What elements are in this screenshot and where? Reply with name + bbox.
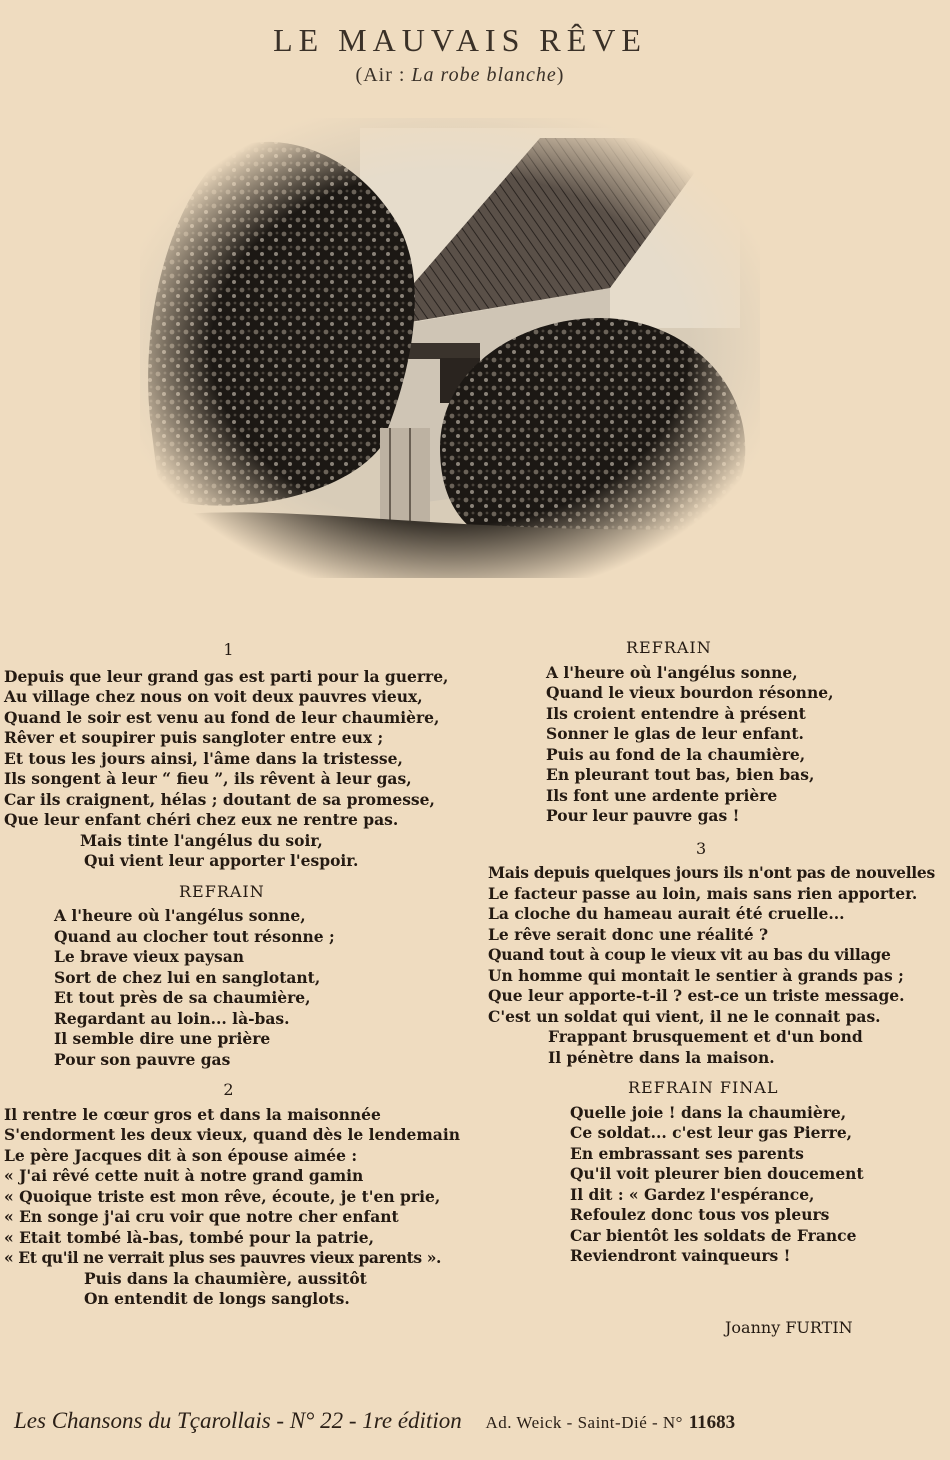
refrain-line: Ils croient entendre à présent (546, 703, 806, 723)
final-refrain-line: En embrassant ses parents (570, 1143, 804, 1163)
verse-1-line: Car ils craignent, hélas ; doutant de sa promesse, (4, 789, 435, 809)
refrain-line: Sonner le glas de leur enfant. (546, 724, 804, 743)
verse-3-line: Il pénètre dans la maison. (548, 1047, 775, 1067)
air-prefix: (Air : (355, 64, 406, 86)
refrain-heading: REFRAIN (626, 638, 712, 657)
verse-1-line: Rêver et soupirer puis sangloter entre eux ; (4, 728, 384, 747)
refrain-line: Il semble dire une prière (54, 1029, 271, 1048)
air-suffix: ) (556, 64, 565, 86)
footer (14, 1408, 934, 1434)
verse-3-line: La cloche du hameau aurait été cruelle... (488, 904, 845, 923)
final-refrain-line: Refoulez donc tous vos pleurs (570, 1205, 830, 1224)
air-line (0, 64, 920, 87)
verse-1-line: Depuis que leur grand gas est parti pour la guerre, (4, 666, 449, 686)
final-refrain-heading: REFRAIN FINAL (628, 1078, 779, 1097)
refrain-line: Ils font une ardente prière (546, 785, 778, 805)
verse-2-line: Le père Jacques dit à son épouse aimée : (4, 1145, 358, 1165)
refrain-line: Pour leur pauvre gas ! (546, 806, 740, 825)
final-refrain-line: Reviendront vainqueurs ! (570, 1246, 791, 1265)
verse-2-line: « Quoique triste est mon rêve, écoute, je t'en prie, (4, 1186, 441, 1206)
refrain-line: A l'heure où l'angélus sonne, (546, 662, 798, 682)
verse-1-line: Et tous les jours ainsi, l'âme dans la tristesse, (4, 748, 403, 768)
verse-3-number: 3 (696, 838, 708, 858)
verse-2-line: On entendit de longs sanglots. (84, 1289, 350, 1308)
final-refrain-line: Il dit : « Gardez l'espérance, (570, 1184, 815, 1204)
left-column (4, 640, 460, 1310)
verse-2-line: « Et qu'il ne verrait plus ses pauvres vieux parents ». (4, 1248, 442, 1267)
final-refrain-line: Ce soldat... c'est leur gas Pierre, (570, 1123, 853, 1142)
refrain-line: En pleurant tout bas, bien bas, (546, 765, 815, 784)
verse-1-number: 1 (223, 640, 235, 659)
verse-3-line: Frappant brusquement et d'un bond (548, 1027, 863, 1046)
series-label: Les Chansons du Tçarollais - N° 22 - 1re édition (14, 1408, 462, 1433)
refrain-line: A l'heure où l'angélus sonne, (54, 906, 306, 925)
cottage-illustration (140, 118, 760, 578)
refrain-heading: REFRAIN (179, 881, 265, 901)
verse-3-line: Le facteur passe au loin, mais sans rien apporter. (488, 883, 918, 903)
verse-1-line: Que leur enfant chéri chez eux ne rentre pas. (4, 810, 399, 829)
verse-3-line: Mais depuis quelques jours ils n'ont pas de nouvelles (488, 863, 935, 882)
verse-2-line: S'endorment les deux vieux, quand dès le lendemain (4, 1125, 460, 1144)
refrain-line: Et tout près de sa chaumière, (54, 988, 311, 1007)
refrain-line: Sort de chez lui en sanglotant, (54, 967, 321, 987)
verse-3-line: Le rêve serait donc une réalité ? (488, 924, 769, 944)
right-column (488, 638, 938, 1267)
verse-3-line: Un homme qui montait le sentier à grands pas ; (488, 965, 904, 985)
refrain-line: Pour son pauvre gas (54, 1049, 231, 1069)
verse-2-line: Puis dans la chaumière, aussitôt (84, 1268, 367, 1288)
refrain-line: Quand au clocher tout résonne ; (54, 926, 335, 946)
verse-1-line: Mais tinte l'angélus du soir, (80, 830, 323, 850)
print-number: 11683 (688, 1412, 736, 1433)
verse-1-line: Quand le soir est venu au fond de leur chaumière, (4, 707, 440, 727)
final-refrain-line: Quelle joie ! dans la chaumière, (570, 1102, 847, 1122)
verse-1-line: Ils songent à leur “ fieu ”, ils rêvent à leur gas, (4, 769, 412, 788)
refrain-line: Regardant au loin... là-bas. (54, 1008, 290, 1028)
verse-2-number: 2 (223, 1080, 235, 1099)
verse-3-line: C'est un soldat qui vient, il ne le connait pas. (488, 1006, 881, 1026)
verse-2-line: Il rentre le cœur gros et dans la maisonnée (4, 1104, 381, 1124)
refrain-line: Le brave vieux paysan (54, 947, 245, 966)
verse-3-line: Quand tout à coup le vieux vit au bas du village (488, 945, 891, 964)
air-title: La robe blanche (411, 64, 557, 86)
final-refrain-line: Qu'il voit pleurer bien doucement (570, 1164, 864, 1183)
verse-1-line: Qui vient leur apporter l'espoir. (84, 851, 359, 870)
verse-2-line: « J'ai rêvé cette nuit à notre grand gamin (4, 1166, 364, 1185)
refrain-line: Quand le vieux bourdon résonne, (546, 683, 834, 702)
verse-3-line: Que leur apporte-t-il ? est-ce un triste message. (488, 986, 905, 1005)
verse-2-line: « Etait tombé là-bas, tombé pour la patrie, (4, 1227, 374, 1247)
verse-2-line: « En songe j'ai cru voir que notre cher enfant (4, 1207, 399, 1226)
verse-1-line: Au village chez nous on voit deux pauvres vieux, (4, 687, 423, 706)
song-title: LE MAUVAIS RÊVE (273, 22, 647, 58)
author-signature: Joanny FURTIN (725, 1318, 853, 1337)
printer-label: Ad. Weick - Saint-Dié - N° (485, 1413, 683, 1432)
refrain-line: Puis au fond de la chaumière, (546, 744, 806, 764)
final-refrain-line: Car bientôt les soldats de France (570, 1225, 857, 1245)
